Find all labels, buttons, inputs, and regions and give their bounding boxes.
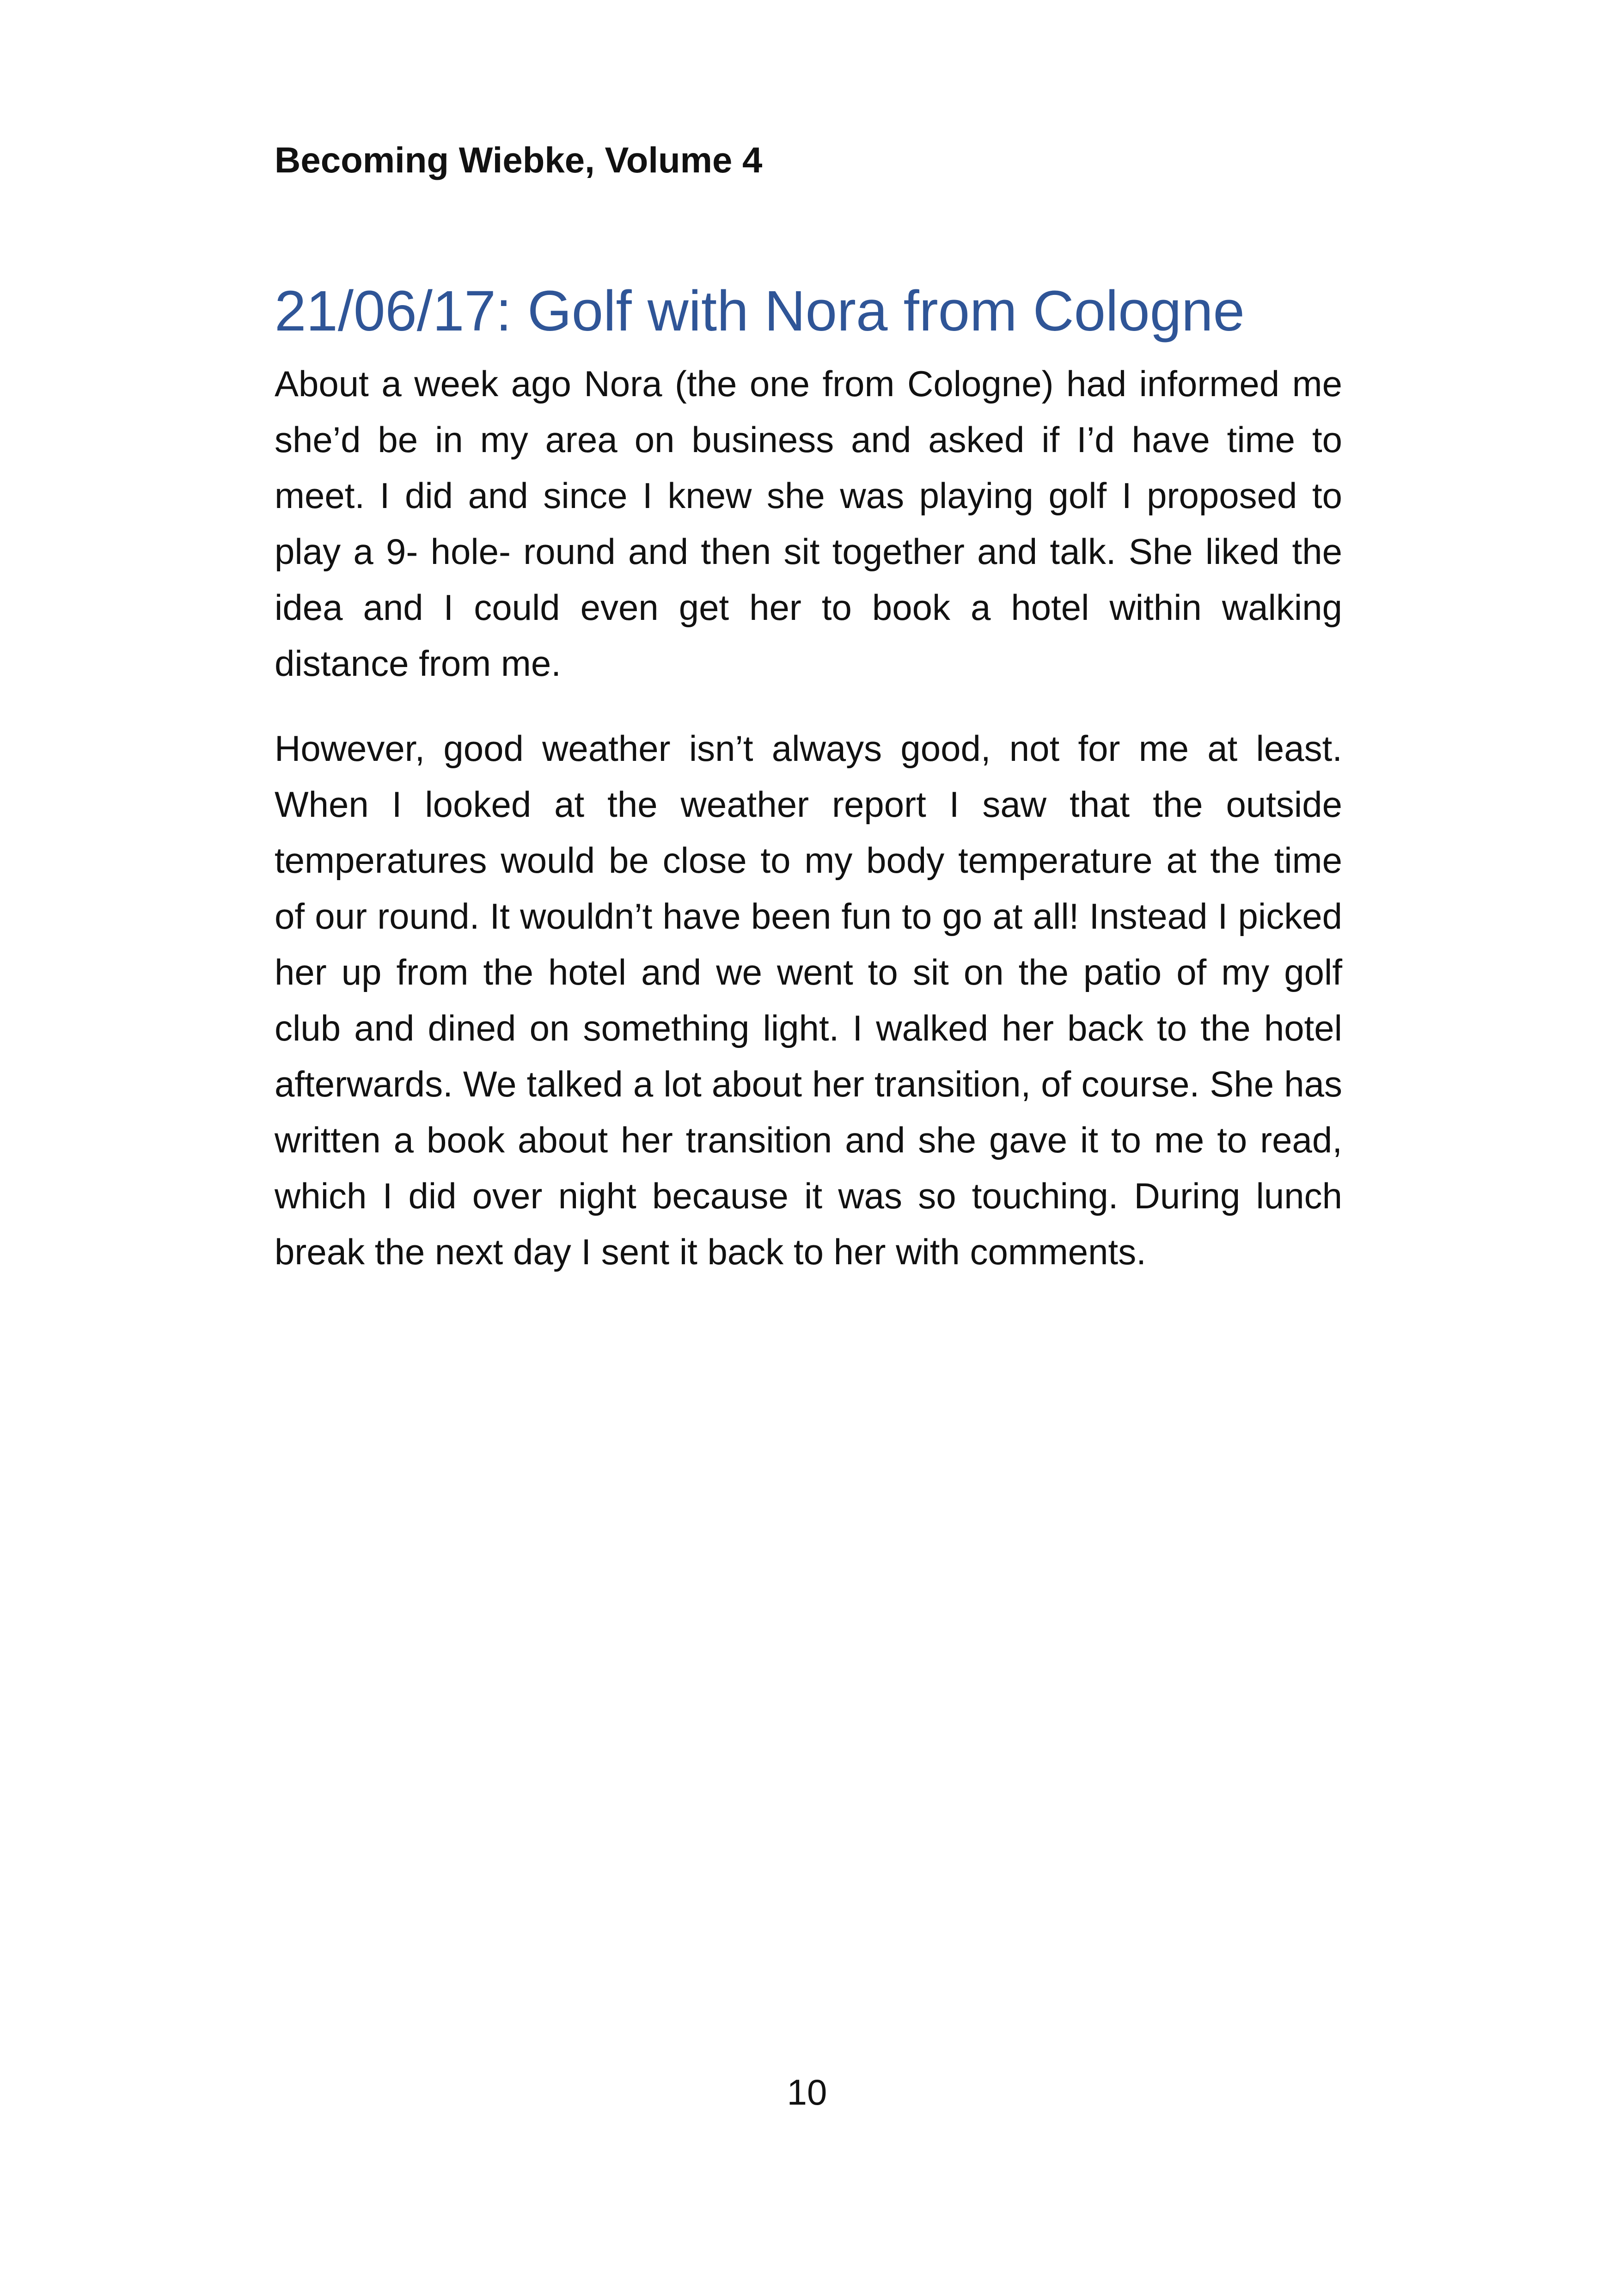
body-paragraph: However, good weather isn’t always good, not for me at least. When I looked at the weather report I saw that the outside temperatures would be close to my body temperature at the time of our round. It wouldn’t have been fun to go at all! Instead I picked her up from the hotel and we went to sit on the patio of my golf club and dined on something light. I walked her back to the hotel afterwards. We talked a lot about her transition, of course. She has written a book about her transition and she gave it to me to read, which I did over night because it was so touching. During lunch break the next day I sent it back to her with comments.	[275, 728, 1342, 1272]
body-paragraph: About a week ago Nora (the one from Cologne) had informed me she’d be in my area on business and asked if I’d have time to meet. I did and since I knew she was playing golf I proposed to play a 9- hole- round and then sit together and talk. She liked the idea and I could even get her to book a hotel within walking distance from me.	[275, 363, 1342, 684]
page-number: 10	[787, 2072, 827, 2112]
chapter-title: 21/06/17: Golf with Nora from Cologne	[275, 280, 1245, 343]
running-header: Becoming Wiebke, Volume 4	[275, 140, 763, 180]
